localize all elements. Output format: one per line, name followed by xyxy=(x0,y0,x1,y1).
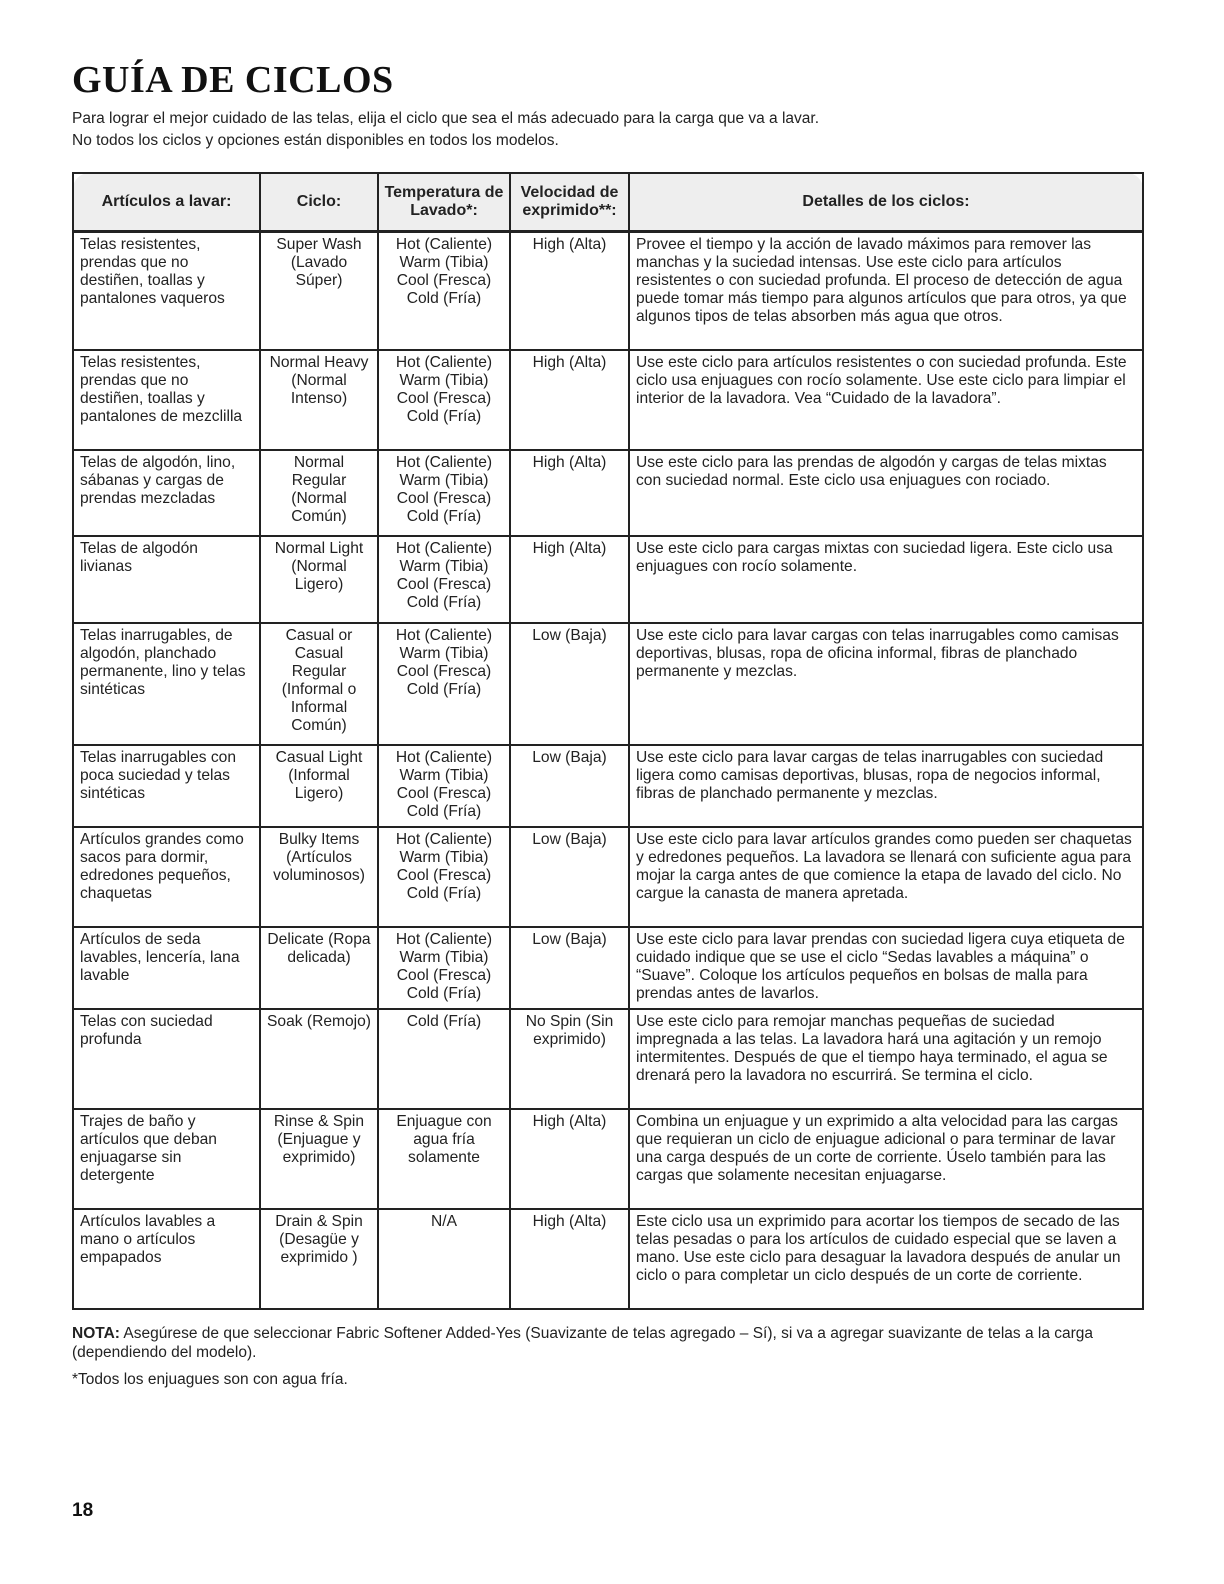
cell-spin: Low (Baja) xyxy=(510,745,629,827)
cell-spin: Low (Baja) xyxy=(510,927,629,1009)
table-row xyxy=(73,1009,1143,1109)
cell-temp: Hot (Caliente) Warm (Tibia) Cool (Fresca) Cold (Fría) xyxy=(378,350,510,450)
cell-temp: Hot (Caliente) Warm (Tibia) Cool (Fresca) Cold (Fría) xyxy=(378,745,510,827)
table-row xyxy=(73,827,1143,927)
cell-details: Use este ciclo para cargas mixtas con suciedad ligera. Este ciclo usa enjuagues con rocío solamente. xyxy=(629,536,1143,623)
cell-cycle: Normal Regular (Normal Común) xyxy=(260,450,378,536)
note-text: Asegúrese de que seleccionar Fabric Softener Added-Yes (Suavizante de telas agregado – Sí), si va a agregar suavizante de telas a la carga (dependiendo del modelo). xyxy=(72,1325,1094,1361)
header-items: Artículos a lavar: xyxy=(73,173,260,232)
cell-spin: High (Alta) xyxy=(510,536,629,623)
intro xyxy=(72,108,1152,152)
cell-cycle: Casual or Casual Regular (Informal o Informal Común) xyxy=(260,623,378,745)
cell-temp: Hot (Caliente) Warm (Tibia) Cool (Fresca) Cold (Fría) xyxy=(378,536,510,623)
note-label: NOTA: xyxy=(72,1325,120,1342)
intro-line: No todos los ciclos y opciones están disponibles en todos los modelos. xyxy=(72,132,559,149)
cell-temp: Cold (Fría) xyxy=(378,1009,510,1109)
cell-items: Trajes de baño y artículos que deban enjuagarse sin detergente xyxy=(73,1109,260,1209)
cell-temp: Hot (Caliente) Warm (Tibia) Cool (Fresca) Cold (Fría) xyxy=(378,232,510,350)
cell-details: Este ciclo usa un exprimido para acortar los tiempos de secado de las telas pesadas o para los artículos de cuidado especial que se laven a mano. Use este ciclo para desaguar la lavadora después de anular un ciclo o para completar un ciclo después de un corte de corriente. xyxy=(629,1209,1143,1309)
intro-line: Para lograr el mejor cuidado de las telas, elija el ciclo que sea el más adecuado para la carga que va a lavar. xyxy=(72,110,820,127)
table-row xyxy=(73,232,1143,350)
page-title: GUÍA DE CICLOS xyxy=(72,59,394,101)
header-spin: Velocidad de exprimido**: xyxy=(510,173,629,232)
cell-cycle: Soak (Remojo) xyxy=(260,1009,378,1109)
footnote: *Todos los enjuagues son con agua fría. xyxy=(72,1371,348,1388)
cell-spin: Low (Baja) xyxy=(510,827,629,927)
table-header-row xyxy=(73,173,1143,232)
cell-cycle: Casual Light (Informal Ligero) xyxy=(260,745,378,827)
cell-cycle: Super Wash (Lavado Súper) xyxy=(260,232,378,350)
cell-spin: High (Alta) xyxy=(510,1109,629,1209)
table-row xyxy=(73,745,1143,827)
cell-spin: High (Alta) xyxy=(510,350,629,450)
page-number: 18 xyxy=(72,1500,94,1521)
cell-spin: High (Alta) xyxy=(510,1209,629,1309)
cell-temp: Hot (Caliente) Warm (Tibia) Cool (Fresca) Cold (Fría) xyxy=(378,827,510,927)
cell-cycle: Normal Heavy (Normal Intenso) xyxy=(260,350,378,450)
cell-details: Combina un enjuague y un exprimido a alta velocidad para las cargas que requieran un ciclo de enjuague adicional o para terminar de lavar una carga después de un corte de corriente. Úselo también para las cargas que solamente necesitan enjuagarse. xyxy=(629,1109,1143,1209)
cell-cycle: Normal Light (Normal Ligero) xyxy=(260,536,378,623)
cell-items: Artículos de seda lavables, lencería, lana lavable xyxy=(73,927,260,1009)
cell-cycle: Rinse & Spin (Enjuague y exprimido) xyxy=(260,1109,378,1209)
cell-items: Artículos lavables a mano o artículos empapados xyxy=(73,1209,260,1309)
cell-temp: Hot (Caliente) Warm (Tibia) Cool (Fresca) Cold (Fría) xyxy=(378,927,510,1009)
table-row xyxy=(73,1209,1143,1309)
cell-cycle: Delicate (Ropa delicada) xyxy=(260,927,378,1009)
table-row xyxy=(73,350,1143,450)
cell-items: Telas de algodón, lino, sábanas y cargas de prendas mezcladas xyxy=(73,450,260,536)
cell-items: Artículos grandes como sacos para dormir, edredones pequeños, chaquetas xyxy=(73,827,260,927)
cell-details: Use este ciclo para remojar manchas pequeñas de suciedad impregnada a las telas. La lavadora hará una agitación y un remojo intermitentes. Después de que el tiempo haya terminado, el agua se drenará pero la lavadora no escurrirá. Se termina el ciclo. xyxy=(629,1009,1143,1109)
cell-details: Use este ciclo para las prendas de algodón y cargas de telas mixtas con suciedad normal. Este ciclo usa enjuagues con rociado. xyxy=(629,450,1143,536)
cell-items: Telas resistentes, prendas que no destiñen, toallas y pantalones vaqueros xyxy=(73,232,260,350)
table-row xyxy=(73,927,1143,1009)
cell-items: Telas inarrugables con poca suciedad y telas sintéticas xyxy=(73,745,260,827)
table-row xyxy=(73,1109,1143,1209)
cell-details: Use este ciclo para lavar artículos grandes como pueden ser chaquetas y edredones pequeños. La lavadora se llenará con suficiente agua para mojar la carga antes de que comience la etapa de lavado del ciclo. No cargue la canasta de manera apretada. xyxy=(629,827,1143,927)
table-row xyxy=(73,623,1143,745)
cell-details: Use este ciclo para artículos resistentes o con suciedad profunda. Este ciclo usa enjuagues con rocío solamente. Use este ciclo para limpiar el interior de la lavadora. Vea “Cuidado de la lavadora”. xyxy=(629,350,1143,450)
cell-cycle: Bulky Items (Artículos voluminosos) xyxy=(260,827,378,927)
cell-spin: High (Alta) xyxy=(510,450,629,536)
cell-details: Provee el tiempo y la acción de lavado máximos para remover las manchas y la suciedad intensas. Use este ciclo para artículos resistentes o con suciedad profunda. El proceso de detección de agua puede tomar más tiempo para algunos artículos que para otros, ya que algunos tipos de telas absorben más agua que otros. xyxy=(629,232,1143,350)
cell-temp: Hot (Caliente) Warm (Tibia) Cool (Fresca) Cold (Fría) xyxy=(378,450,510,536)
cell-details: Use este ciclo para lavar prendas con suciedad ligera cuya etiqueta de cuidado indique que se use el ciclo “Sedas lavables a máquina” o “Suave”. Coloque los artículos pequeños en bolsas de malla para prendas antes de lavarlos. xyxy=(629,927,1143,1009)
header-temp: Temperatura de Lavado*: xyxy=(378,173,510,232)
table-row xyxy=(73,536,1143,623)
cell-temp: N/A xyxy=(378,1209,510,1309)
table-row xyxy=(73,450,1143,536)
cell-cycle: Drain & Spin (Desagüe y exprimido ) xyxy=(260,1209,378,1309)
cell-temp: Hot (Caliente) Warm (Tibia) Cool (Fresca) Cold (Fría) xyxy=(378,623,510,745)
cell-details: Use este ciclo para lavar cargas con telas inarrugables como camisas deportivas, blusas, ropa de oficina informal, fibras de planchado permanente y mezclas. xyxy=(629,623,1143,745)
cell-details: Use este ciclo para lavar cargas de telas inarrugables con suciedad ligera como camisas deportivas, blusas, ropa de negocios informal, fibras de planchado permanente y mezclas. xyxy=(629,745,1143,827)
cycle-guide-table xyxy=(72,172,1144,1310)
header-details: Detalles de los ciclos: xyxy=(629,173,1143,232)
cell-spin: Low (Baja) xyxy=(510,623,629,745)
note-paragraph xyxy=(72,1324,1152,1362)
cell-items: Telas inarrugables, de algodón, planchado permanente, lino y telas sintéticas xyxy=(73,623,260,745)
cell-items: Telas de algodón livianas xyxy=(73,536,260,623)
cell-spin: No Spin (Sin exprimido) xyxy=(510,1009,629,1109)
cell-items: Telas con suciedad profunda xyxy=(73,1009,260,1109)
note xyxy=(72,1324,1152,1397)
cell-spin: High (Alta) xyxy=(510,232,629,350)
cell-items: Telas resistentes, prendas que no destiñen, toallas y pantalones de mezclilla xyxy=(73,350,260,450)
header-cycle: Ciclo: xyxy=(260,173,378,232)
cell-temp: Enjuague con agua fría solamente xyxy=(378,1109,510,1209)
